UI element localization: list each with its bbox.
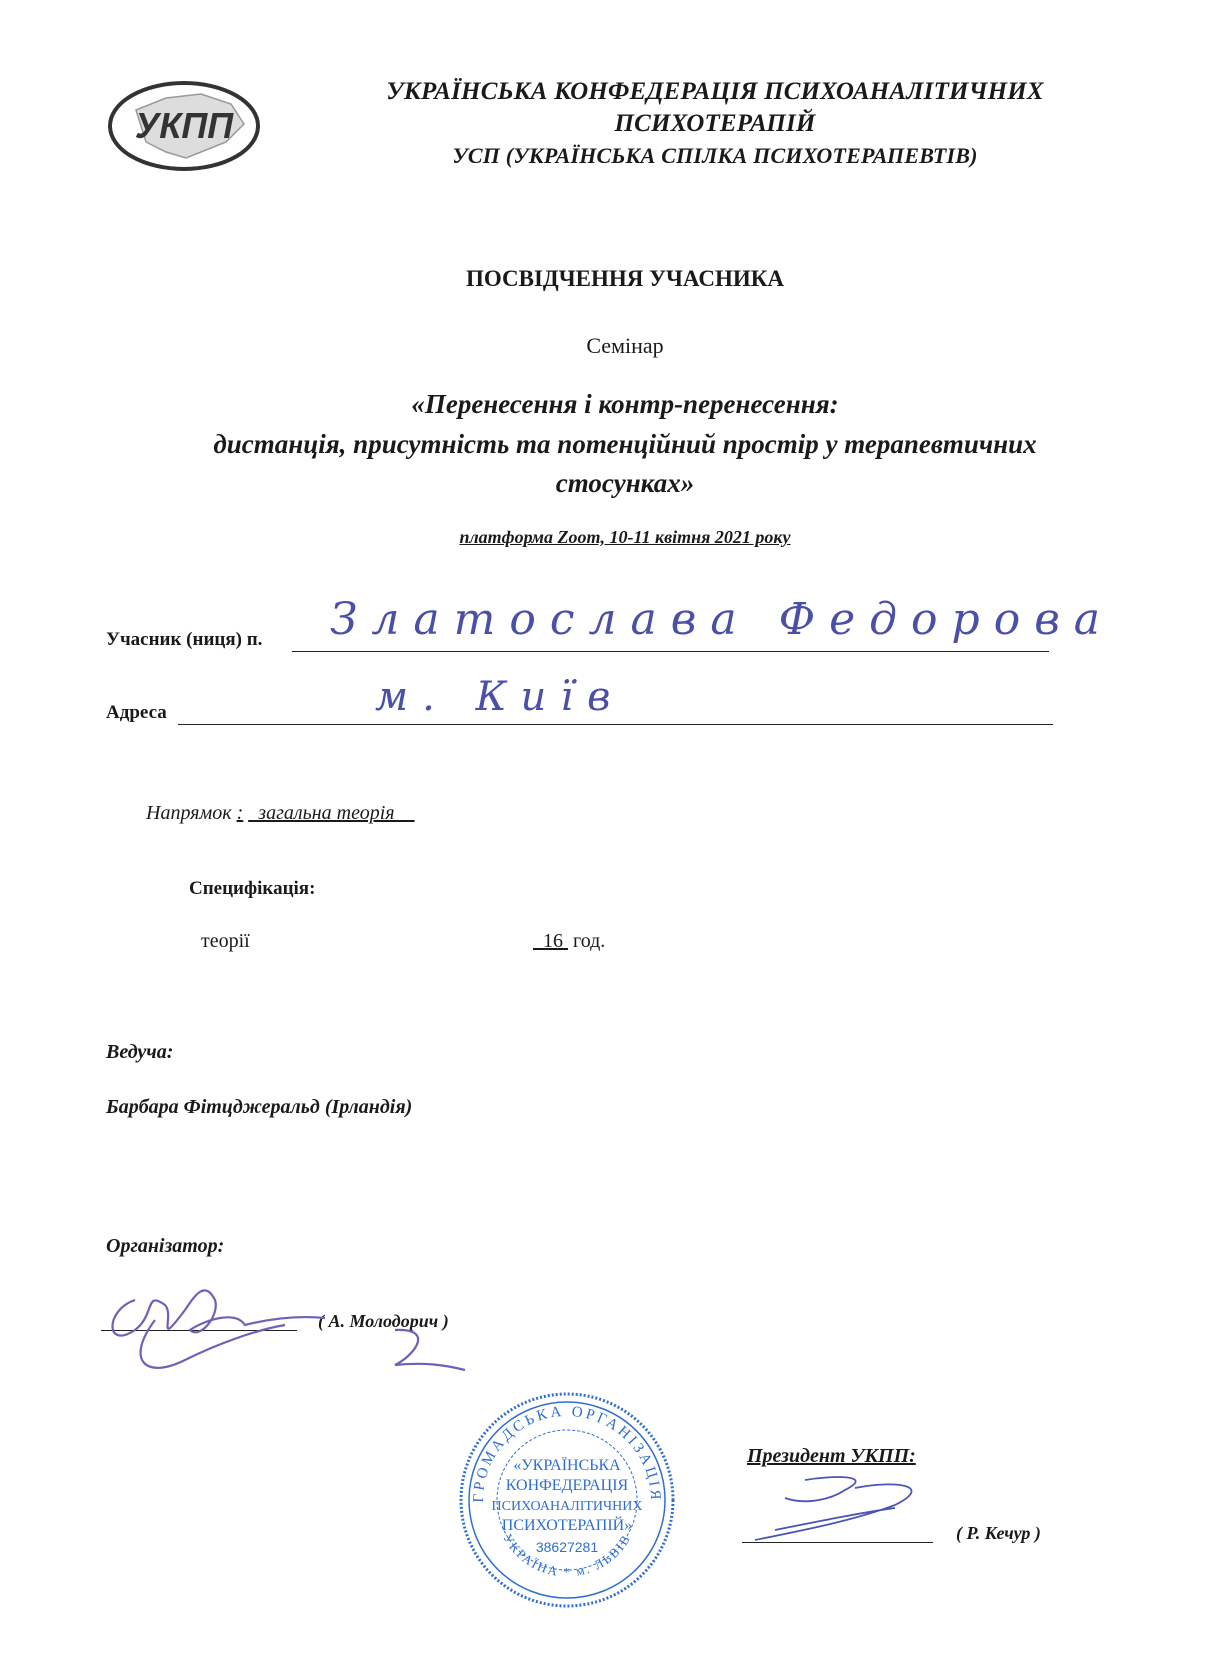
specification-label: Специфікація:: [189, 878, 316, 899]
stamp-line-3: ПСИХОАНАЛІТИЧНИХ: [491, 1499, 643, 1514]
header-line-2: ПСИХОТЕРАПІЙ: [614, 110, 816, 137]
direction: [146, 802, 415, 825]
organizer-signature: [95, 1270, 475, 1380]
address-line: [178, 724, 1053, 725]
specification-item: теорії: [201, 930, 250, 952]
logo-text: УКПП: [134, 105, 234, 146]
participant-line: [292, 651, 1049, 652]
participant-label: Учасник (ниця) п.: [106, 629, 263, 650]
hours-unit: год.: [573, 930, 606, 952]
stamp-bottom-text: УКРАЇНА * м. ЛЬВІВ: [500, 1531, 634, 1580]
address-label: Адреса: [106, 702, 167, 723]
organizer-label: Організатор:: [106, 1235, 225, 1257]
stamp-line-1: «УКРАЇНСЬКА: [513, 1457, 621, 1474]
organizer-name: ( А. Молодорич ): [318, 1311, 449, 1331]
stamp-line-2: КОНФЕДЕРАЦІЯ: [505, 1477, 629, 1494]
seminar-title-line-2: дистанція, присутність та потенційний простір у терапевтичних: [213, 429, 1037, 459]
president-label: Президент УКПП:: [747, 1445, 916, 1467]
seminar-title-line-1: «Перенесення і контр-перенесення:: [411, 389, 839, 419]
president-name: ( Р. Кечур ): [956, 1523, 1041, 1543]
event-type: Семінар: [586, 333, 664, 358]
platform-date: платформа Zoom, 10-11 квітня 2021 року: [459, 527, 791, 547]
header-line-3: УСП (УКРАЇНСЬКА СПІЛКА ПСИХОТЕРАПЕВТІВ): [452, 143, 978, 168]
direction-value: _загальна теорія__: [248, 802, 415, 824]
stamp-outer-text: ГРОМАДСЬКА ОРГАНІЗАЦІЯ: [470, 1403, 664, 1503]
stamp: [455, 1388, 679, 1612]
host-name: Барбара Фітцджеральд (Ірландія): [106, 1096, 413, 1118]
president-signature: [745, 1470, 945, 1550]
seminar-title-line-3: стосунках»: [555, 468, 695, 498]
address-value: м. Київ: [375, 674, 625, 720]
host-label: Ведуча:: [106, 1041, 174, 1063]
stamp-code: 38627281: [535, 1539, 599, 1555]
document-title: ПОСВІДЧЕННЯ УЧАСНИКА: [465, 266, 785, 291]
specification-hours: [533, 930, 605, 953]
participant-name: Златослава Федорова: [330, 594, 1115, 645]
stamp-line-4: ПСИХОТЕРАПІЙ»: [501, 1517, 633, 1534]
direction-sep: :: [236, 802, 244, 824]
direction-label: Напрямок: [146, 802, 232, 824]
hours-value: 16: [543, 930, 563, 952]
header-line-1: УКРАЇНСЬКА КОНФЕДЕРАЦІЯ ПСИХОАНАЛІТИЧНИХ: [386, 78, 1044, 105]
